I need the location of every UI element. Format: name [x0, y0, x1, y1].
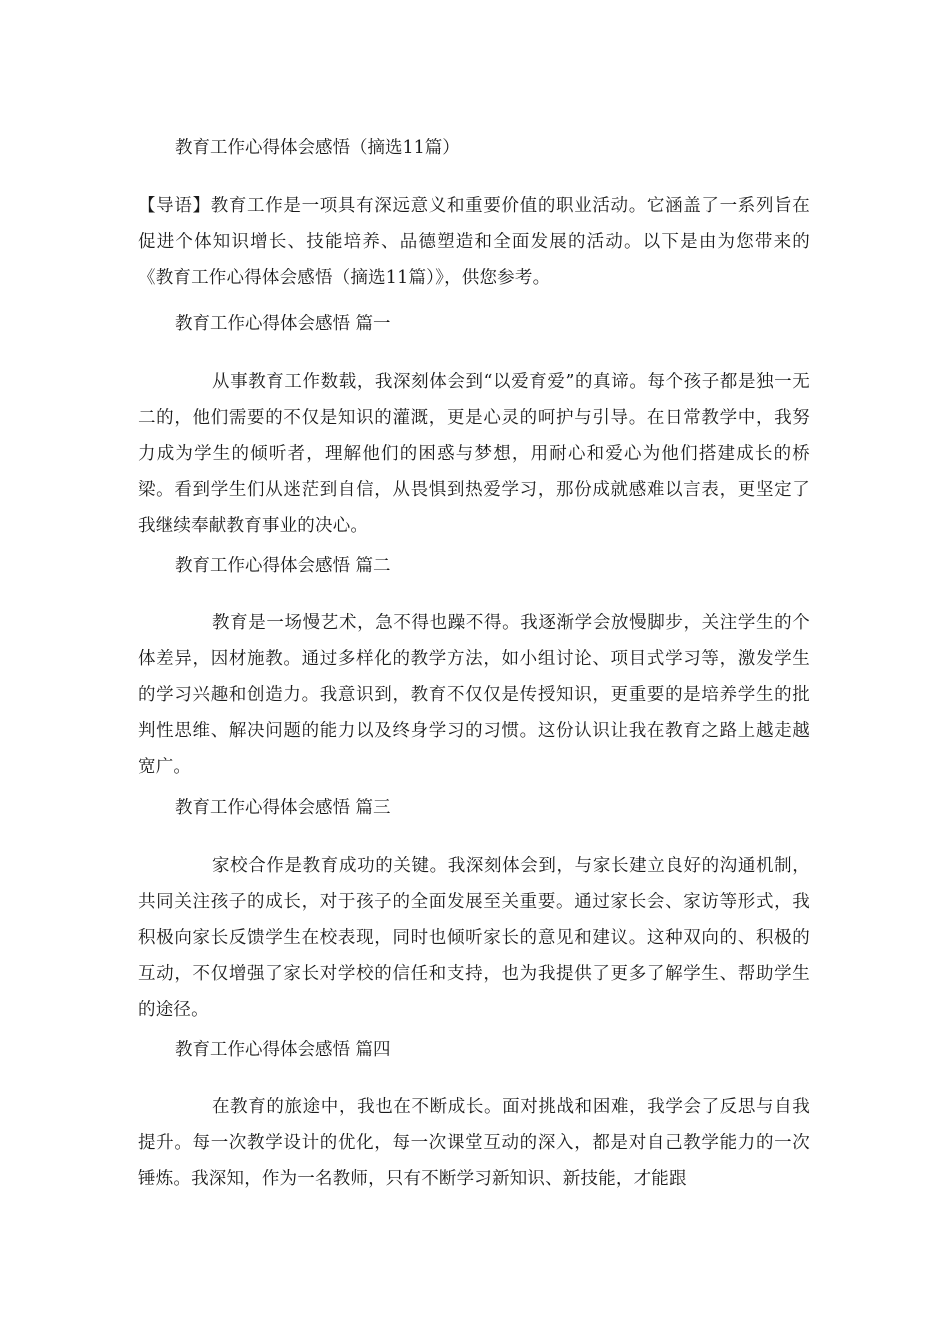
section-heading-3: 教育工作心得体会感悟 篇三 [175, 798, 391, 818]
section-body-1: 从事教育工作数载，我深刻体会到“以爱育爱”的真谛。每个孩子都是独一无二的，他们需要的不仅是知识的灌溉，更是心灵的呵护与引导。在日常教学中，我努力成为学生的倾听者，理解他们的困惑与梦想，用耐心和爱心为他们搭建成长的桥梁。看到学生们从迷茫到自信，从畏惧到热爱学习，那份成就感难以言表，更坚定了我继续奉献教育事业的决心。 [138, 372, 810, 536]
section-heading-2: 教育工作心得体会感悟 篇二 [175, 556, 391, 576]
section-body-3: 家校合作是教育成功的关键。我深刻体会到，与家长建立良好的沟通机制，共同关注孩子的成长，对于孩子的全面发展至关重要。通过家长会、家访等形式，我积极向家长反馈学生在校表现，同时也倾听家长的意见和建议。这种双向的、积极的互动，不仅增强了家长对学校的信任和支持，也为我提供了更多了解学生、帮助学生的途径。 [138, 856, 810, 1020]
intro-paragraph: 【导语】教育工作是一项具有深远意义和重要价值的职业活动。它涵盖了一系列旨在促进个体知识增长、技能培养、品德塑造和全面发展的活动。以下是由为您带来的《教育工作心得体会感悟（摘选11篇）》，供您参考。 [138, 196, 810, 288]
section-body-4: 在教育的旅途中，我也在不断成长。面对挑战和困难，我学会了反思与自我提升。每一次教学设计的优化，每一次课堂互动的深入，都是对自己教学能力的一次锤炼。我深知，作为一名教师，只有不断学习新知识、新技能，才能跟 [138, 1097, 810, 1189]
document-title: 教育工作心得体会感悟（摘选11篇） [175, 138, 460, 158]
section-heading-1: 教育工作心得体会感悟 篇一 [175, 314, 391, 334]
section-heading-4: 教育工作心得体会感悟 篇四 [175, 1040, 391, 1060]
section-body-2: 教育是一场慢艺术，急不得也躁不得。我逐渐学会放慢脚步，关注学生的个体差异，因材施教。通过多样化的教学方法，如小组讨论、项目式学习等，激发学生的学习兴趣和创造力。我意识到，教育不仅仅是传授知识，更重要的是培养学生的批判性思维、解决问题的能力以及终身学习的习惯。这份认识让我在教育之路上越走越宽广。 [138, 613, 810, 777]
